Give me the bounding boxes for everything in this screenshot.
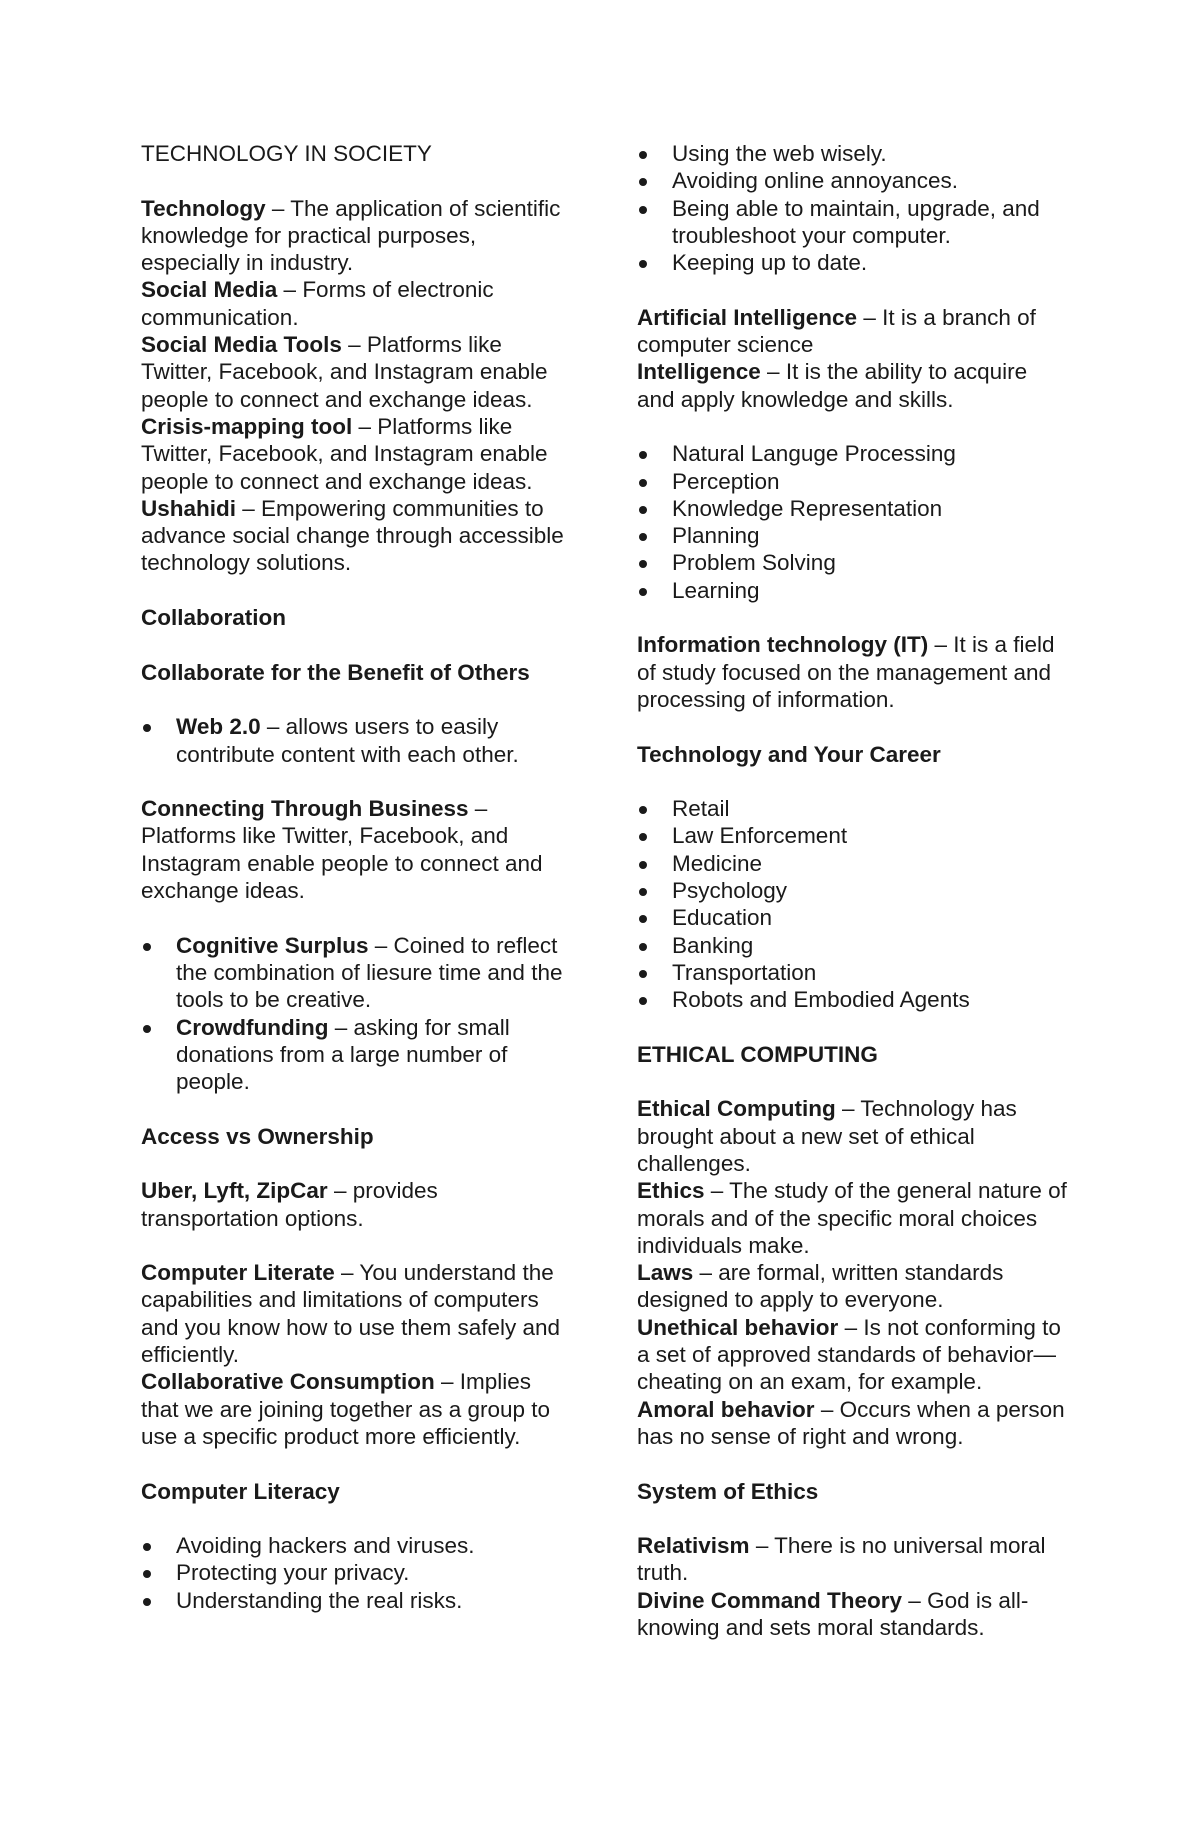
definition xyxy=(141,1177,566,1232)
list-item-text: Knowledge Representation xyxy=(672,495,943,521)
definition xyxy=(637,1532,1069,1587)
list-item-text: Using the web wisely. xyxy=(672,141,887,166)
section-heading-career: Technology and Your Career xyxy=(637,741,941,767)
list-item xyxy=(637,249,1069,276)
definition-text: – asking for small donations from a large number of people. xyxy=(176,1014,510,1095)
definition-term: Amoral behavior xyxy=(637,1396,815,1422)
bullet-icon xyxy=(639,943,647,951)
list-item-text: Robots and Embodied Agents xyxy=(672,987,970,1013)
list-item-text: Keeping up to date. xyxy=(672,250,868,276)
list-item xyxy=(637,850,1069,877)
definition xyxy=(637,1396,1069,1451)
definition-text: – Forms of electronic communication. xyxy=(141,277,494,330)
list-item xyxy=(637,495,1069,522)
list-item-text: Learning xyxy=(672,577,760,603)
definition-term: Collaborative Consumption xyxy=(141,1369,435,1395)
definition-text: – are formal, written standards designed to apply to everyone. xyxy=(637,1260,1004,1313)
list-item-text: Perception xyxy=(672,468,780,494)
definition-term: Uber, Lyft, ZipCar xyxy=(141,1178,328,1204)
list-item xyxy=(637,549,1069,576)
bullet-icon xyxy=(639,451,647,459)
bullet-icon xyxy=(639,206,647,214)
bullet-icon xyxy=(639,997,647,1005)
list-item xyxy=(637,577,1069,604)
definition-text: – The study of the general nature of morals and of the specific moral choices individuals make. xyxy=(637,1178,1067,1258)
definition xyxy=(637,358,1069,413)
definition xyxy=(141,413,566,495)
definition-text: – Coined to reflect the combination of liesure time and the tools to be creative. xyxy=(176,932,563,1013)
definition-text: – allows users to easily contribute content with each other. xyxy=(176,714,519,767)
definition-term: Technology xyxy=(141,195,266,221)
list-item xyxy=(637,167,1069,194)
definition-text: – You understand the capabilities and limitations of computers and you know how to use them safely and efficiently. xyxy=(141,1260,561,1368)
bullet-list-literacy xyxy=(141,1532,566,1614)
definition xyxy=(141,1368,566,1450)
list-item-text: Problem Solving xyxy=(672,550,836,576)
list-item xyxy=(141,1014,566,1096)
bullet-icon xyxy=(639,888,647,896)
definition xyxy=(141,195,566,277)
list-item xyxy=(637,522,1069,549)
list-item-text: Natural Languge Processing xyxy=(672,441,956,467)
bullet-icon xyxy=(639,260,647,268)
definition-term: Ushahidi xyxy=(141,495,237,521)
bullet-icon xyxy=(639,533,647,541)
definition-text: – Occurs when a person has no sense of right and wrong. xyxy=(637,1396,1065,1449)
section-heading-collaboration: Collaboration xyxy=(141,605,286,631)
list-item-text: Planning xyxy=(672,523,760,549)
list-item xyxy=(637,140,1069,167)
bullet-icon xyxy=(639,560,647,568)
definition-text: – Platforms like Twitter, Facebook, and Instagram enable people to connect and exchange ideas. xyxy=(141,796,543,904)
definition xyxy=(637,1587,1069,1642)
definition-term: Crisis-mapping tool xyxy=(141,413,353,439)
list-item xyxy=(637,904,1069,931)
definition xyxy=(637,1095,1069,1177)
list-item-text: Protecting your privacy. xyxy=(176,1560,410,1586)
bullet-icon xyxy=(143,1570,151,1578)
definition-term: Social Media xyxy=(141,277,278,303)
list-item-text: Banking xyxy=(672,932,754,958)
list-item-text: Education xyxy=(672,905,773,931)
definition xyxy=(637,1259,1069,1314)
definition-term: Information technology (IT) xyxy=(637,632,929,658)
definition-term: Crowdfunding xyxy=(176,1014,329,1040)
definition-text: – Is not conforming to a set of approved standards of behavior—cheating on an exam, for example. xyxy=(637,1314,1061,1395)
list-item xyxy=(637,468,1069,495)
definition-text: – The application of scientific knowledge for practical purposes, especially in industry. xyxy=(141,195,561,276)
definition xyxy=(637,631,1069,713)
section-heading-system-of-ethics: System of Ethics xyxy=(637,1478,819,1504)
section-heading-collaborate-benefit: Collaborate for the Benefit of Others xyxy=(141,659,530,685)
list-item xyxy=(141,1532,566,1559)
bullet-list-ai xyxy=(637,440,1069,604)
section-heading-access: Access vs Ownership xyxy=(141,1123,374,1149)
definition-term: Laws xyxy=(637,1260,694,1286)
bullet-icon xyxy=(639,806,647,814)
definition xyxy=(141,495,566,577)
definition-text: – Technology has brought about a new set of ethical challenges. xyxy=(637,1096,1017,1176)
definition-text: – provides transportation options. xyxy=(141,1178,438,1231)
definition xyxy=(141,1259,566,1368)
definition-text: – Platforms like Twitter, Facebook, and Instagram enable people to connect and exchange ideas. xyxy=(141,413,548,494)
definitions-technology xyxy=(141,195,566,577)
definition-term: Web 2.0 xyxy=(176,714,261,740)
bullet-icon xyxy=(639,479,647,487)
list-item-text: Medicine xyxy=(672,850,763,876)
definition-term: Ethical Computing xyxy=(637,1096,836,1122)
bullet-icon xyxy=(639,861,647,869)
bullet-icon xyxy=(143,943,151,951)
bullet-icon xyxy=(143,1598,151,1606)
list-item-text: Avoiding hackers and viruses. xyxy=(176,1533,475,1559)
definition-term: Cognitive Surplus xyxy=(176,932,369,958)
bullet-icon xyxy=(639,970,647,978)
definition-term: Artificial Intelligence xyxy=(637,304,858,330)
definition xyxy=(637,304,1069,359)
list-item xyxy=(637,959,1069,986)
definition xyxy=(637,1314,1069,1396)
list-item xyxy=(637,932,1069,959)
bullet-icon xyxy=(639,588,647,596)
left-column xyxy=(141,140,566,1614)
definition xyxy=(637,1177,1069,1259)
list-item xyxy=(141,932,566,1014)
definition-text: – Empowering communities to advance social change through accessible technology solutions. xyxy=(141,495,564,576)
definition-term: Connecting Through Business xyxy=(141,796,469,822)
definition-term: Computer Literate xyxy=(141,1260,335,1286)
list-item-text: Being able to maintain, upgrade, and troubleshoot your computer. xyxy=(672,195,1040,248)
bullet-icon xyxy=(143,1543,151,1551)
definition-text: – Platforms like Twitter, Facebook, and Instagram enable people to connect and exchange ideas. xyxy=(141,332,548,412)
bullet-icon xyxy=(143,1025,151,1033)
definition-text: – There is no universal moral truth. xyxy=(637,1533,1046,1586)
definition-term: Ethics xyxy=(637,1178,705,1204)
list-item xyxy=(637,986,1069,1013)
section-heading-computer-literacy: Computer Literacy xyxy=(141,1478,340,1504)
bullet-icon xyxy=(639,151,647,159)
list-item xyxy=(637,195,1069,250)
list-item-text: Understanding the real risks. xyxy=(176,1587,463,1613)
list-item-text: Law Enforcement xyxy=(672,823,848,849)
bullet-list-literacy-continued xyxy=(637,140,1069,276)
document-title: TECHNOLOGY IN SOCIETY xyxy=(141,141,432,166)
section-heading-ethical-computing: ETHICAL COMPUTING xyxy=(637,1041,878,1067)
list-item-text: Psychology xyxy=(672,878,788,904)
definition-text: – God is all-knowing and sets moral standards. xyxy=(637,1587,1029,1641)
list-item xyxy=(141,1587,566,1614)
bullet-list-surplus xyxy=(141,932,566,1096)
definition-term: Social Media Tools xyxy=(141,332,342,358)
list-item-text: Transportation xyxy=(672,959,817,985)
list-item xyxy=(637,795,1069,822)
list-item xyxy=(141,1559,566,1586)
definition-text: – It is a field of study focused on the management and processing of information. xyxy=(637,632,1055,712)
list-item-text: Retail xyxy=(672,796,730,822)
definition-term: Unethical behavior xyxy=(637,1314,839,1340)
definition-term: Intelligence xyxy=(637,359,761,385)
definition-term: Relativism xyxy=(637,1533,750,1559)
bullet-icon xyxy=(639,178,647,186)
list-item xyxy=(637,822,1069,849)
definition-text: – It is a branch of computer science xyxy=(637,304,1036,358)
bullet-icon xyxy=(639,915,647,923)
list-item xyxy=(637,440,1069,467)
definition-term: Divine Command Theory xyxy=(637,1587,903,1613)
bullet-icon xyxy=(639,506,647,514)
definition xyxy=(141,331,566,413)
bullet-list-web xyxy=(141,713,566,768)
definition-text: – It is the ability to acquire and apply knowledge and skills. xyxy=(637,359,1028,412)
bullet-icon xyxy=(639,833,647,841)
definition xyxy=(141,795,566,904)
definition-text: – Implies that we are joining together as a group to use a specific product more efficiently. xyxy=(141,1369,551,1449)
list-item-text: Avoiding online annoyances. xyxy=(672,168,959,194)
right-column xyxy=(637,140,1069,1641)
list-item xyxy=(637,877,1069,904)
bullet-list-career xyxy=(637,795,1069,1013)
definition xyxy=(141,276,566,331)
bullet-icon xyxy=(143,724,151,732)
list-item xyxy=(141,713,566,768)
